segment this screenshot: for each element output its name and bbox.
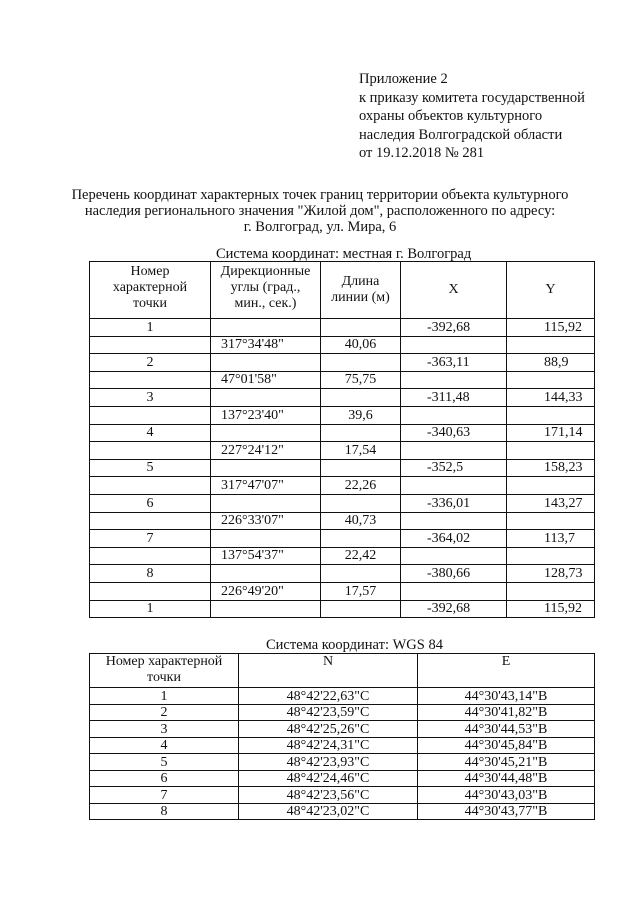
- cell-point: 6: [90, 494, 211, 512]
- table-row: [90, 354, 595, 372]
- wgs84-coordinates-table: [89, 653, 595, 820]
- cell-point: 1: [90, 600, 211, 618]
- cell-point: [90, 582, 211, 600]
- table-row: [90, 737, 595, 754]
- cell-y: [507, 547, 595, 565]
- appendix-line: наследия Волгоградской области: [359, 126, 563, 143]
- appendix-header: [359, 70, 629, 163]
- header-line: углы (град.,: [230, 280, 301, 295]
- cell-point: 4: [90, 737, 239, 754]
- cell-n: 48°42'23,59"С: [239, 704, 418, 721]
- table-row: [90, 424, 595, 442]
- cell-y: 115,92: [507, 319, 595, 337]
- cell-y: [507, 582, 595, 600]
- header-n: N: [239, 654, 418, 688]
- table-header-row: [90, 262, 595, 319]
- table-row: [90, 582, 595, 600]
- header-line: точки: [147, 670, 181, 685]
- cell-y: 128,73: [507, 565, 595, 583]
- cell-direction: [211, 389, 321, 407]
- cell-point: [90, 406, 211, 424]
- table-row: [90, 477, 595, 495]
- cell-length: [321, 530, 401, 548]
- cell-e: 44°30'41,82"В: [418, 704, 595, 721]
- local-coordinates-table: [89, 261, 595, 618]
- header-line: линии (м): [331, 290, 390, 305]
- cell-length: 40,06: [321, 336, 401, 354]
- cell-length: [321, 354, 401, 372]
- appendix-line: от 19.12.2018 № 281: [359, 145, 485, 161]
- cell-direction: [211, 600, 321, 618]
- cell-direction: 137°54'37": [211, 547, 321, 565]
- header-line: точки: [133, 296, 167, 311]
- cell-direction: [211, 354, 321, 372]
- cell-y: 143,27: [507, 494, 595, 512]
- cell-length: [321, 389, 401, 407]
- table-row: [90, 389, 595, 407]
- cell-length: [321, 459, 401, 477]
- header-y: Y: [507, 262, 595, 319]
- cell-y: 88,9: [507, 354, 595, 372]
- cell-direction: 137°23'40": [211, 406, 321, 424]
- cell-x: -340,63: [401, 424, 507, 442]
- cell-e: 44°30'43,77"В: [418, 803, 595, 820]
- cell-y: [507, 512, 595, 530]
- table-row: [90, 547, 595, 565]
- cell-length: 39,6: [321, 406, 401, 424]
- cell-length: [321, 600, 401, 618]
- cell-y: 171,14: [507, 424, 595, 442]
- table-row: [90, 803, 595, 820]
- cell-point: 6: [90, 770, 239, 787]
- cell-point: 5: [90, 459, 211, 477]
- cell-n: 48°42'23,93"С: [239, 754, 418, 771]
- cell-e: 44°30'43,03"В: [418, 787, 595, 804]
- cell-x: [401, 582, 507, 600]
- cell-point: [90, 512, 211, 530]
- cell-point: 4: [90, 424, 211, 442]
- cell-point: 2: [90, 354, 211, 372]
- cell-length: 75,75: [321, 371, 401, 389]
- header-e: E: [418, 654, 595, 688]
- cell-n: 48°42'23,02"С: [239, 803, 418, 820]
- cell-e: 44°30'45,84"В: [418, 737, 595, 754]
- cell-direction: [211, 424, 321, 442]
- cell-length: [321, 424, 401, 442]
- cell-direction: 227°24'12": [211, 442, 321, 460]
- cell-direction: 317°47'07": [211, 477, 321, 495]
- cell-direction: [211, 319, 321, 337]
- cell-x: [401, 442, 507, 460]
- local-system-caption: Система координат: местная г. Волгоград: [216, 246, 472, 262]
- table-row: [90, 754, 595, 771]
- cell-length: [321, 319, 401, 337]
- cell-point: [90, 371, 211, 389]
- cell-x: -311,48: [401, 389, 507, 407]
- cell-length: 22,26: [321, 477, 401, 495]
- cell-n: 48°42'24,31"С: [239, 737, 418, 754]
- cell-x: [401, 512, 507, 530]
- table-row: [90, 336, 595, 354]
- cell-x: -352,5: [401, 459, 507, 477]
- table-row: [90, 770, 595, 787]
- cell-n: 48°42'24,46"С: [239, 770, 418, 787]
- cell-length: 22,42: [321, 547, 401, 565]
- header-line-length: [321, 262, 401, 319]
- cell-point: 7: [90, 787, 239, 804]
- table-row: [90, 530, 595, 548]
- table-row: [90, 688, 595, 705]
- cell-length: 17,54: [321, 442, 401, 460]
- cell-direction: [211, 530, 321, 548]
- header-line: Дирекционные: [220, 264, 311, 279]
- cell-point: 8: [90, 803, 239, 820]
- title-line: г. Волгоград, ул. Мира, 6: [243, 219, 397, 235]
- table-row: [90, 406, 595, 424]
- table-row: [90, 600, 595, 618]
- cell-point: 1: [90, 688, 239, 705]
- table-row: [90, 319, 595, 337]
- header-line: Длина: [341, 274, 380, 289]
- cell-e: 44°30'44,53"В: [418, 721, 595, 738]
- cell-x: -392,68: [401, 600, 507, 618]
- header-line: характерной: [112, 280, 188, 295]
- cell-point: [90, 547, 211, 565]
- cell-point: 7: [90, 530, 211, 548]
- table-header-row: [90, 654, 595, 688]
- appendix-line: Приложение 2: [359, 71, 448, 87]
- cell-direction: 47°01'58": [211, 371, 321, 389]
- cell-point: 3: [90, 721, 239, 738]
- cell-point: 8: [90, 565, 211, 583]
- cell-point: 5: [90, 754, 239, 771]
- table-row: [90, 512, 595, 530]
- cell-point: 1: [90, 319, 211, 337]
- appendix-line: охраны объектов культурного: [359, 108, 543, 124]
- table-row: [90, 704, 595, 721]
- cell-length: 40,73: [321, 512, 401, 530]
- table-row: [90, 371, 595, 389]
- cell-length: [321, 565, 401, 583]
- cell-y: [507, 477, 595, 495]
- cell-point: [90, 442, 211, 460]
- cell-x: -336,01: [401, 494, 507, 512]
- cell-e: 44°30'45,21"В: [418, 754, 595, 771]
- cell-y: 144,33: [507, 389, 595, 407]
- appendix-line: к приказу комитета государственной: [359, 89, 585, 106]
- cell-x: [401, 371, 507, 389]
- wgs84-system-caption: Система координат: WGS 84: [266, 637, 443, 653]
- cell-e: 44°30'44,48"В: [418, 770, 595, 787]
- header-line: Номер: [130, 264, 170, 279]
- header-direction-angles: [211, 262, 321, 319]
- table-row: [90, 459, 595, 477]
- cell-point: [90, 477, 211, 495]
- cell-y: [507, 371, 595, 389]
- header-line: Номер характерной: [105, 654, 223, 669]
- cell-length: 17,57: [321, 582, 401, 600]
- cell-x: -363,11: [401, 354, 507, 372]
- header-point-number: [90, 654, 239, 688]
- cell-x: [401, 336, 507, 354]
- title-line: наследия регионального значения "Жилой дом", расположенного по адресу:: [84, 203, 556, 219]
- cell-length: [321, 494, 401, 512]
- cell-x: -364,02: [401, 530, 507, 548]
- cell-direction: [211, 494, 321, 512]
- table-row: [90, 787, 595, 804]
- cell-n: 48°42'22,63"С: [239, 688, 418, 705]
- cell-direction: 317°34'48": [211, 336, 321, 354]
- cell-n: 48°42'25,26"С: [239, 721, 418, 738]
- cell-n: 48°42'23,56"С: [239, 787, 418, 804]
- cell-x: -392,68: [401, 319, 507, 337]
- document-title: [60, 187, 580, 235]
- cell-direction: [211, 565, 321, 583]
- cell-y: 115,92: [507, 600, 595, 618]
- cell-x: -380,66: [401, 565, 507, 583]
- cell-direction: [211, 459, 321, 477]
- cell-y: [507, 442, 595, 460]
- cell-direction: 226°33'07": [211, 512, 321, 530]
- header-line: мин., сек.): [234, 296, 297, 311]
- title-line: Перечень координат характерных точек границ территории объекта культурного: [71, 187, 569, 203]
- cell-point: 2: [90, 704, 239, 721]
- cell-y: 113,7: [507, 530, 595, 548]
- cell-y: [507, 406, 595, 424]
- cell-point: [90, 336, 211, 354]
- table-row: [90, 565, 595, 583]
- cell-y: 158,23: [507, 459, 595, 477]
- cell-direction: 226°49'20": [211, 582, 321, 600]
- header-point-number: [90, 262, 211, 319]
- table-row: [90, 442, 595, 460]
- cell-x: [401, 477, 507, 495]
- header-x: X: [401, 262, 507, 319]
- cell-x: [401, 406, 507, 424]
- cell-point: 3: [90, 389, 211, 407]
- cell-x: [401, 547, 507, 565]
- table-row: [90, 494, 595, 512]
- cell-e: 44°30'43,14"В: [418, 688, 595, 705]
- table-row: [90, 721, 595, 738]
- cell-y: [507, 336, 595, 354]
